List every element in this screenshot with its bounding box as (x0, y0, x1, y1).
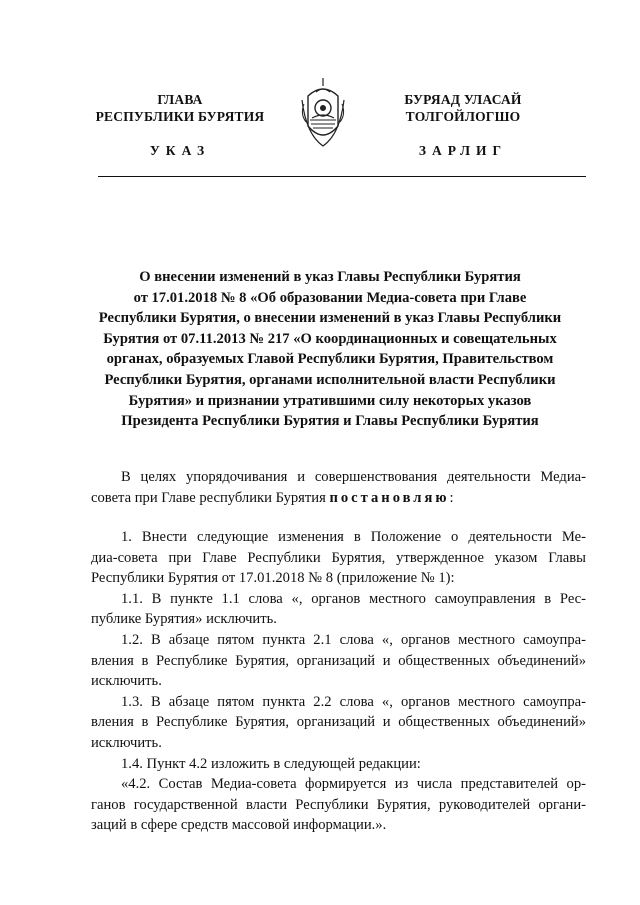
item-1-line: Республики Бурятия от 17.01.2018 № 8 (приложение № 1): (91, 570, 455, 587)
title-line: от 17.01.2018 № 8 «Об образовании Медиа-совета при Главе (133, 289, 527, 306)
coat-of-arms-icon (298, 74, 348, 150)
quote-line: ганов государственной власти Республики Бурятия, руководителей органи- (91, 796, 586, 813)
item-1-2-line: 1.2. В абзаце пятом пункта 2.1 слова «, органов местного самоупра- (121, 631, 586, 648)
title-line: Бурятия от 07.11.2013 № 217 «О координационных и совещательных (103, 330, 557, 347)
title-line: Республики Бурятия, органами исполнительной власти Республики (104, 371, 556, 388)
header-divider (98, 176, 586, 177)
title-line: Президента Республики Бурятия и Главы Республики Бурятия (121, 413, 539, 430)
header-right-line2: ТОЛГОЙЛОГШО (405, 109, 521, 124)
document-title (70, 267, 590, 432)
intro-line: В целях упорядочивания и совершенствования деятельности Медиа- (121, 469, 586, 485)
title-line: Бурятия» и признании утратившими силу некоторых указов (128, 392, 532, 409)
quote-line: заций в сфере средств массовой информации.». (91, 817, 387, 834)
header-left-line2: РЕСПУБЛИКИ БУРЯТИЯ (95, 109, 265, 124)
item-1-line: диа-совета при Главе Республики Бурятия, утвержденное указом Главы (91, 549, 586, 566)
item-1-1-line: 1.1. В пункте 1.1 слова «, органов местного самоуправления в Рес- (121, 590, 586, 607)
intro-line-text: совета при Главе республики Бурятия (91, 489, 330, 506)
header-right-doc-type: ЗАРЛИГ (418, 143, 508, 158)
item-1-3-line: 1.3. В абзаце пятом пункта 2.2 слова «, органов местного самоупра- (121, 693, 586, 710)
intro-paragraph (91, 467, 586, 508)
title-line: О внесении изменений в указ Главы Республики Бурятия (139, 269, 521, 285)
item-1-2-line: исключить. (91, 673, 162, 690)
item-1-line: 1. Внести следующие изменения в Положение о деятельности Ме- (121, 529, 586, 545)
decree-keyword: постановляю (329, 489, 450, 506)
intro-line-end: : (449, 489, 454, 506)
header-right-line1: БУРЯАД УЛАСАЙ (404, 92, 522, 107)
decree-items (91, 527, 586, 836)
intro-line (91, 488, 586, 509)
title-line: Республики Бурятия, о внесении изменений в указ Главы Республики (98, 310, 562, 327)
header-left (80, 91, 280, 125)
item-1-3-line: вления в Республике Бурятия, организаций и общественных объединений» (91, 714, 586, 731)
header-right (368, 91, 558, 125)
item-1-1-line: публике Бурятия» исключить. (91, 611, 277, 628)
title-line: органах, образуемых Главой Республики Бурятия, Правительством (106, 351, 554, 368)
header-left-doc-type: УКАЗ (149, 143, 211, 158)
item-1-2-line: вления в Республике Бурятия, организаций и общественных объединений» (91, 652, 586, 669)
item-1-3-line: исключить. (91, 734, 162, 751)
item-1-4-line: 1.4. Пункт 4.2 изложить в следующей редакции: (121, 755, 421, 772)
quote-line: «4.2. Состав Медиа-совета формируется из числа представителей ор- (121, 776, 586, 793)
header-left-line1: ГЛАВА (157, 92, 203, 107)
